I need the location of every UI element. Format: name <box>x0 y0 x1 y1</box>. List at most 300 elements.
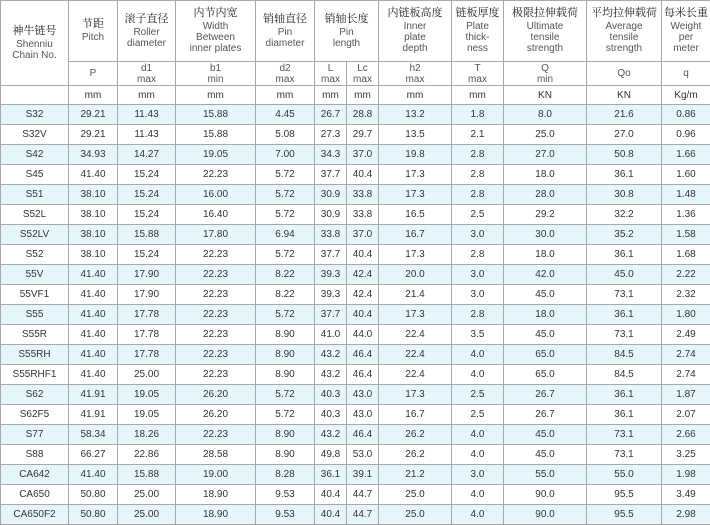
value-cell: 18.0 <box>504 245 587 265</box>
header-col-4 <box>315 1 379 62</box>
value-cell: 4.0 <box>452 505 504 525</box>
value-cell: 65.0 <box>504 365 587 385</box>
value-cell: 4.0 <box>452 425 504 445</box>
table-row <box>1 265 710 285</box>
value-cell: 30.9 <box>315 185 347 205</box>
chain-model-cell: CA650F2 <box>1 505 69 525</box>
value-cell: 22.23 <box>176 425 256 445</box>
value-cell: 73.1 <box>587 425 662 445</box>
header-label-en: Width <box>176 21 255 32</box>
value-cell: 33.8 <box>315 225 347 245</box>
value-cell: 4.0 <box>452 485 504 505</box>
value-cell: 0.96 <box>662 125 710 145</box>
value-cell: 46.4 <box>347 425 379 445</box>
value-cell: 15.24 <box>118 205 176 225</box>
symbol-col-0 <box>69 62 118 86</box>
value-cell: 13.5 <box>379 125 452 145</box>
value-cell: 17.90 <box>118 285 176 305</box>
header-label-en: Between <box>176 32 255 43</box>
value-cell: 2.8 <box>452 185 504 205</box>
value-cell: 41.40 <box>69 165 118 185</box>
value-cell: 15.24 <box>118 245 176 265</box>
value-cell: 45.0 <box>587 265 662 285</box>
limit-label: max <box>315 74 346 85</box>
value-cell: 9.53 <box>256 505 315 525</box>
unit-blank <box>1 86 69 105</box>
table-row <box>1 385 710 405</box>
value-cell: 41.0 <box>315 325 347 345</box>
header-label-en: Roller <box>118 27 175 38</box>
value-cell: 9.53 <box>256 485 315 505</box>
value-cell: 2.8 <box>452 245 504 265</box>
value-cell: 90.0 <box>504 485 587 505</box>
header-label-en: ness <box>452 43 503 54</box>
chain-model-cell: 55V <box>1 265 69 285</box>
value-cell: 19.00 <box>176 465 256 485</box>
header-label-en: inner plates <box>176 43 255 54</box>
value-cell: 37.7 <box>315 165 347 185</box>
value-cell: 55.0 <box>587 465 662 485</box>
value-cell: 0.86 <box>662 105 710 125</box>
value-cell: 36.1 <box>315 465 347 485</box>
value-cell: 45.0 <box>504 285 587 305</box>
value-cell: 73.1 <box>587 445 662 465</box>
table-row <box>1 205 710 225</box>
header-label-en: per <box>662 32 710 43</box>
value-cell: 73.1 <box>587 325 662 345</box>
value-cell: 30.9 <box>315 205 347 225</box>
value-cell: 38.10 <box>69 245 118 265</box>
value-cell: 43.2 <box>315 425 347 445</box>
value-cell: 27.3 <box>315 125 347 145</box>
table-row <box>1 185 710 205</box>
value-cell: 1.80 <box>662 305 710 325</box>
header-label-en: Inner <box>379 21 451 32</box>
value-cell: 1.66 <box>662 145 710 165</box>
value-cell: 1.36 <box>662 205 710 225</box>
value-cell: 58.34 <box>69 425 118 445</box>
value-cell: 43.0 <box>347 385 379 405</box>
value-cell: 2.98 <box>662 505 710 525</box>
unit-label: Kg/m <box>662 86 710 105</box>
chain-model-cell: S55RH <box>1 345 69 365</box>
value-cell: 45.0 <box>504 325 587 345</box>
table-row <box>1 245 710 265</box>
chain-model-cell: S51 <box>1 185 69 205</box>
value-cell: 14.27 <box>118 145 176 165</box>
value-cell: 22.4 <box>379 365 452 385</box>
value-cell: 4.0 <box>452 445 504 465</box>
value-cell: 2.66 <box>662 425 710 445</box>
value-cell: 2.32 <box>662 285 710 305</box>
value-cell: 2.22 <box>662 265 710 285</box>
value-cell: 1.8 <box>452 105 504 125</box>
value-cell: 2.74 <box>662 365 710 385</box>
limit-label: max <box>347 74 378 85</box>
value-cell: 22.23 <box>176 365 256 385</box>
value-cell: 39.3 <box>315 285 347 305</box>
value-cell: 1.98 <box>662 465 710 485</box>
header-chain-no <box>1 1 69 86</box>
value-cell: 29.7 <box>347 125 379 145</box>
value-cell: 22.23 <box>176 305 256 325</box>
value-cell: 55.0 <box>504 465 587 485</box>
value-cell: 21.6 <box>587 105 662 125</box>
value-cell: 25.00 <box>118 505 176 525</box>
value-cell: 43.2 <box>315 345 347 365</box>
table-body <box>1 105 710 525</box>
value-cell: 17.3 <box>379 245 452 265</box>
symbol-label: h2 <box>379 63 451 74</box>
value-cell: 2.8 <box>452 145 504 165</box>
value-cell: 38.10 <box>69 225 118 245</box>
table-row <box>1 465 710 485</box>
value-cell: 26.20 <box>176 385 256 405</box>
value-cell: 8.90 <box>256 345 315 365</box>
symbol-col-6 <box>452 62 504 86</box>
header-label-en: Pitch <box>69 32 117 43</box>
value-cell: 38.10 <box>69 185 118 205</box>
value-cell: 43.0 <box>347 405 379 425</box>
header-col-6 <box>452 1 504 62</box>
value-cell: 29.21 <box>69 105 118 125</box>
value-cell: 36.1 <box>587 165 662 185</box>
symbol-label: b1 <box>176 63 255 74</box>
limit-label: max <box>379 74 451 85</box>
value-cell: 5.72 <box>256 385 315 405</box>
value-cell: 37.7 <box>315 245 347 265</box>
value-cell: 16.7 <box>379 225 452 245</box>
value-cell: 18.90 <box>176 485 256 505</box>
value-cell: 2.5 <box>452 205 504 225</box>
chain-model-cell: S52LV <box>1 225 69 245</box>
chain-model-cell: CA642 <box>1 465 69 485</box>
chain-model-cell: S62 <box>1 385 69 405</box>
value-cell: 3.0 <box>452 465 504 485</box>
chain-model-cell: S62F5 <box>1 405 69 425</box>
value-cell: 42.4 <box>347 285 379 305</box>
value-cell: 13.2 <box>379 105 452 125</box>
value-cell: 46.4 <box>347 365 379 385</box>
value-cell: 40.3 <box>315 405 347 425</box>
value-cell: 3.0 <box>452 265 504 285</box>
value-cell: 26.7 <box>504 385 587 405</box>
value-cell: 4.45 <box>256 105 315 125</box>
value-cell: 27.0 <box>504 145 587 165</box>
value-cell: 41.40 <box>69 265 118 285</box>
header-label-en: diameter <box>256 38 314 49</box>
value-cell: 16.40 <box>176 205 256 225</box>
value-cell: 2.5 <box>452 405 504 425</box>
value-cell: 3.25 <box>662 445 710 465</box>
value-cell: 17.80 <box>176 225 256 245</box>
value-cell: 19.05 <box>118 385 176 405</box>
header-label-zh: 内节内宽 <box>176 8 255 19</box>
value-cell: 17.3 <box>379 165 452 185</box>
table-row <box>1 485 710 505</box>
value-cell: 18.26 <box>118 425 176 445</box>
value-cell: 2.8 <box>452 165 504 185</box>
value-cell: 11.43 <box>118 125 176 145</box>
unit-label: mm <box>69 86 118 105</box>
limit-label: min <box>504 74 586 85</box>
value-cell: 19.05 <box>118 405 176 425</box>
chain-model-cell: S52L <box>1 205 69 225</box>
header-label-en: tensile <box>504 32 586 43</box>
value-cell: 28.8 <box>347 105 379 125</box>
value-cell: 8.22 <box>256 285 315 305</box>
value-cell: 16.7 <box>379 405 452 425</box>
value-cell: 84.5 <box>587 365 662 385</box>
chain-model-cell: S55R <box>1 325 69 345</box>
value-cell: 17.78 <box>118 305 176 325</box>
value-cell: 2.5 <box>452 385 504 405</box>
value-cell: 41.40 <box>69 305 118 325</box>
value-cell: 22.23 <box>176 325 256 345</box>
value-cell: 36.1 <box>587 405 662 425</box>
value-cell: 40.4 <box>315 485 347 505</box>
value-cell: 1.58 <box>662 225 710 245</box>
value-cell: 25.0 <box>379 485 452 505</box>
header-label-zh: 内链板高度 <box>379 8 451 19</box>
value-cell: 28.0 <box>504 185 587 205</box>
table-header <box>1 1 710 105</box>
value-cell: 5.72 <box>256 245 315 265</box>
header-label-en: Weight <box>662 21 710 32</box>
value-cell: 8.90 <box>256 445 315 465</box>
limit-label: max <box>452 74 503 85</box>
value-cell: 41.40 <box>69 285 118 305</box>
value-cell: 22.86 <box>118 445 176 465</box>
table-row <box>1 145 710 165</box>
unit-label: KN <box>587 86 662 105</box>
value-cell: 41.40 <box>69 365 118 385</box>
value-cell: 40.3 <box>315 385 347 405</box>
table-row <box>1 225 710 245</box>
value-cell: 4.0 <box>452 365 504 385</box>
value-cell: 40.4 <box>347 305 379 325</box>
value-cell: 2.74 <box>662 345 710 365</box>
value-cell: 22.23 <box>176 345 256 365</box>
table-row <box>1 425 710 445</box>
header-label-zh: 每米长重 <box>662 8 710 19</box>
value-cell: 7.00 <box>256 145 315 165</box>
header-label-zh: 链板厚度 <box>452 8 503 19</box>
value-cell: 19.05 <box>176 145 256 165</box>
value-cell: 30.8 <box>587 185 662 205</box>
value-cell: 50.80 <box>69 485 118 505</box>
value-cell: 16.00 <box>176 185 256 205</box>
value-cell: 4.0 <box>452 345 504 365</box>
value-cell: 35.2 <box>587 225 662 245</box>
symbol-label: Qo <box>587 68 661 79</box>
value-cell: 18.90 <box>176 505 256 525</box>
header-label-zh: 销轴长度 <box>315 14 378 25</box>
chain-model-cell: S45 <box>1 165 69 185</box>
chain-model-cell: S32V <box>1 125 69 145</box>
unit-label: mm <box>347 86 379 105</box>
value-cell: 22.23 <box>176 265 256 285</box>
value-cell: 2.1 <box>452 125 504 145</box>
value-cell: 40.4 <box>347 245 379 265</box>
value-cell: 22.4 <box>379 325 452 345</box>
value-cell: 3.0 <box>452 285 504 305</box>
value-cell: 17.3 <box>379 185 452 205</box>
header-label-en: Plate <box>452 21 503 32</box>
value-cell: 27.0 <box>587 125 662 145</box>
value-cell: 1.48 <box>662 185 710 205</box>
table-row <box>1 125 710 145</box>
value-cell: 8.22 <box>256 265 315 285</box>
chain-model-cell: S55 <box>1 305 69 325</box>
value-cell: 42.4 <box>347 265 379 285</box>
value-cell: 66.27 <box>69 445 118 465</box>
header-label-en: strength <box>504 43 586 54</box>
symbol-label: Lc <box>347 63 378 74</box>
value-cell: 2.07 <box>662 405 710 425</box>
value-cell: 39.3 <box>315 265 347 285</box>
unit-label: mm <box>176 86 256 105</box>
value-cell: 36.1 <box>587 305 662 325</box>
table-row <box>1 105 710 125</box>
value-cell: 41.40 <box>69 345 118 365</box>
value-cell: 25.0 <box>379 505 452 525</box>
value-cell: 15.88 <box>118 465 176 485</box>
value-cell: 5.72 <box>256 185 315 205</box>
unit-label: mm <box>256 86 315 105</box>
value-cell: 18.0 <box>504 305 587 325</box>
header-col-5 <box>379 1 452 62</box>
table-row <box>1 285 710 305</box>
value-cell: 15.88 <box>118 225 176 245</box>
value-cell: 32.2 <box>587 205 662 225</box>
value-cell: 43.2 <box>315 365 347 385</box>
header-label-zh: 神牛链号 <box>1 26 68 37</box>
symbol-label: d2 <box>256 63 314 74</box>
symbol-col-8 <box>587 62 662 86</box>
value-cell: 26.7 <box>504 405 587 425</box>
unit-label: mm <box>315 86 347 105</box>
unit-label: KN <box>504 86 587 105</box>
value-cell: 3.49 <box>662 485 710 505</box>
value-cell: 90.0 <box>504 505 587 525</box>
value-cell: 18.0 <box>504 165 587 185</box>
value-cell: 37.0 <box>347 225 379 245</box>
symbol-pin-0 <box>315 62 347 86</box>
header-col-0 <box>69 1 118 62</box>
value-cell: 17.3 <box>379 305 452 325</box>
value-cell: 17.78 <box>118 345 176 365</box>
table-row <box>1 305 710 325</box>
symbol-col-5 <box>379 62 452 86</box>
value-cell: 42.0 <box>504 265 587 285</box>
value-cell: 20.0 <box>379 265 452 285</box>
value-cell: 36.1 <box>587 385 662 405</box>
value-cell: 73.1 <box>587 285 662 305</box>
value-cell: 2.49 <box>662 325 710 345</box>
value-cell: 26.20 <box>176 405 256 425</box>
value-cell: 5.72 <box>256 205 315 225</box>
value-cell: 65.0 <box>504 345 587 365</box>
table-row <box>1 445 710 465</box>
value-cell: 95.5 <box>587 485 662 505</box>
value-cell: 28.58 <box>176 445 256 465</box>
value-cell: 40.4 <box>315 505 347 525</box>
table-row <box>1 165 710 185</box>
symbol-label: Q <box>504 63 586 74</box>
table-row <box>1 365 710 385</box>
limit-label: max <box>118 74 175 85</box>
value-cell: 29.2 <box>504 205 587 225</box>
symbol-col-1 <box>118 62 176 86</box>
value-cell: 37.0 <box>347 145 379 165</box>
table-row <box>1 325 710 345</box>
header-label-en: length <box>315 38 378 49</box>
header-label-zh: 极限拉伸载荷 <box>504 8 586 19</box>
value-cell: 50.80 <box>69 505 118 525</box>
value-cell: 8.90 <box>256 365 315 385</box>
value-cell: 22.23 <box>176 245 256 265</box>
value-cell: 50.8 <box>587 145 662 165</box>
value-cell: 5.72 <box>256 165 315 185</box>
header-label-en: plate <box>379 32 451 43</box>
value-cell: 21.2 <box>379 465 452 485</box>
value-cell: 6.94 <box>256 225 315 245</box>
value-cell: 45.0 <box>504 445 587 465</box>
table-row <box>1 345 710 365</box>
value-cell: 44.0 <box>347 325 379 345</box>
symbol-label: d1 <box>118 63 175 74</box>
value-cell: 3.5 <box>452 325 504 345</box>
value-cell: 19.8 <box>379 145 452 165</box>
value-cell: 1.68 <box>662 245 710 265</box>
value-cell: 21.4 <box>379 285 452 305</box>
value-cell: 46.4 <box>347 345 379 365</box>
value-cell: 39.1 <box>347 465 379 485</box>
symbol-label: q <box>662 68 710 79</box>
value-cell: 30.0 <box>504 225 587 245</box>
header-label-en: Pin <box>315 27 378 38</box>
header-col-1 <box>118 1 176 62</box>
value-cell: 53.0 <box>347 445 379 465</box>
value-cell: 15.88 <box>176 105 256 125</box>
chain-model-cell: 55VF1 <box>1 285 69 305</box>
value-cell: 2.8 <box>452 305 504 325</box>
value-cell: 45.0 <box>504 425 587 445</box>
value-cell: 8.90 <box>256 425 315 445</box>
value-cell: 26.7 <box>315 105 347 125</box>
symbol-col-7 <box>504 62 587 86</box>
value-cell: 36.1 <box>587 245 662 265</box>
value-cell: 5.08 <box>256 125 315 145</box>
unit-label: mm <box>379 86 452 105</box>
header-label-en: diameter <box>118 38 175 49</box>
value-cell: 84.5 <box>587 345 662 365</box>
value-cell: 15.24 <box>118 165 176 185</box>
value-cell: 26.2 <box>379 445 452 465</box>
value-cell: 44.7 <box>347 505 379 525</box>
value-cell: 5.72 <box>256 305 315 325</box>
chain-model-cell: S77 <box>1 425 69 445</box>
header-label-en: Chain No. <box>1 50 68 61</box>
chain-model-cell: S32 <box>1 105 69 125</box>
limit-label: min <box>176 74 255 85</box>
chain-model-cell: S42 <box>1 145 69 165</box>
value-cell: 25.0 <box>504 125 587 145</box>
header-col-2 <box>176 1 256 62</box>
value-cell: 22.4 <box>379 345 452 365</box>
value-cell: 29.21 <box>69 125 118 145</box>
